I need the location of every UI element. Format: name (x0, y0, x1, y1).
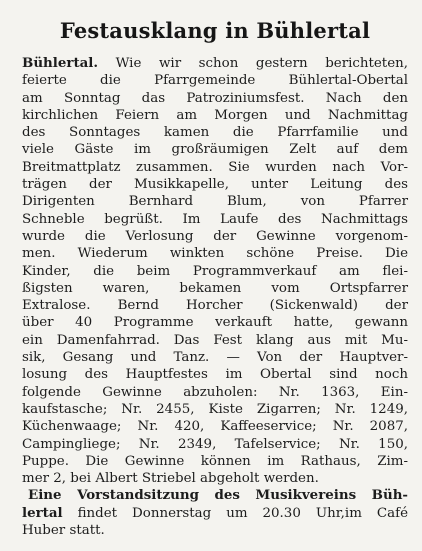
article-line: über 40 Programme verkauft hatte, gewann (22, 315, 408, 331)
article-line: wurde die Verlosung der Gewinne vorgenom- (22, 228, 408, 244)
article-line: Puppe. Die Gewinne können im Rathaus, Zim- (22, 453, 408, 469)
article-line: feierte die Pfarrgemeinde Bühlertal-Obertal (22, 73, 408, 89)
article-line: ein Damenfahrrad. Das Fest klang aus mit Mu- (22, 332, 408, 348)
article-line-text: findet Donnerstag um 20.30 Uhr,im Café (62, 505, 408, 521)
article-line: Kinder, die beim Programmverkauf am flei- (22, 263, 408, 279)
article-line: losung des Hauptfestes im Obertal sind noch (22, 367, 408, 383)
article-dateline: Bühlertal. (22, 55, 99, 71)
article-line: Küchenwaage; Nr. 420, Kaffeeservice; Nr. 2087, (22, 419, 408, 435)
article-line: ßigsten waren, bekamen vom Ortspfarrer (22, 280, 408, 296)
article-line: sik, Gesang und Tanz. — Von der Hauptver- (22, 350, 408, 366)
article-line: am Sonntag das Patroziniumsfest. Nach den (22, 90, 408, 106)
notice-heading: Eine Vorstandsitzung des Musikvereins Büh- (28, 487, 408, 504)
article-line: folgende Gewinne abzuholen: Nr. 1363, Ein- (22, 384, 408, 400)
article-line: trägen der Musikkapelle, unter Leitung des (22, 177, 408, 193)
article-line: Campingliege; Nr. 2349, Tafelservice; Nr. 150, (22, 436, 408, 452)
article-line (22, 55, 408, 72)
article-paragraph-1 (22, 55, 408, 487)
article-line: kaufstasche; Nr. 2455, Kiste Zigarren; Nr. 1249, (22, 401, 408, 417)
article-line: kirchlichen Feiern am Morgen und Nachmittag (22, 107, 408, 123)
article-line: Huber statt. (22, 523, 105, 539)
article-line: viele Gäste im großräumigen Zelt auf dem (22, 142, 408, 158)
article-headline: Festausklang in Bühlertal (59, 18, 371, 43)
article-line: Breitmattplatz zusammen. Sie wurden nach Vor- (22, 159, 408, 175)
notice-heading-end: lertal (22, 504, 63, 521)
article-line (22, 505, 408, 522)
article-line: mer 2, bei Albert Striebel abgeholt werden. (22, 471, 319, 487)
article-paragraph-2 (22, 487, 408, 539)
article-line: Extralose. Bernd Horcher (Sickenwald) der (22, 298, 408, 314)
article-line: Schneble begrüßt. Im Laufe des Nachmittags (22, 211, 408, 227)
article-line-text: Wie wir schon gestern berichteten, (98, 56, 408, 71)
article-line: men. Wiederum winkten schöne Preise. Die (22, 246, 408, 262)
article-line: des Sonntages kamen die Pfarrfamilie und (22, 125, 408, 141)
article-line: Dirigenten Bernhard Blum, von Pfarrer (22, 194, 408, 210)
